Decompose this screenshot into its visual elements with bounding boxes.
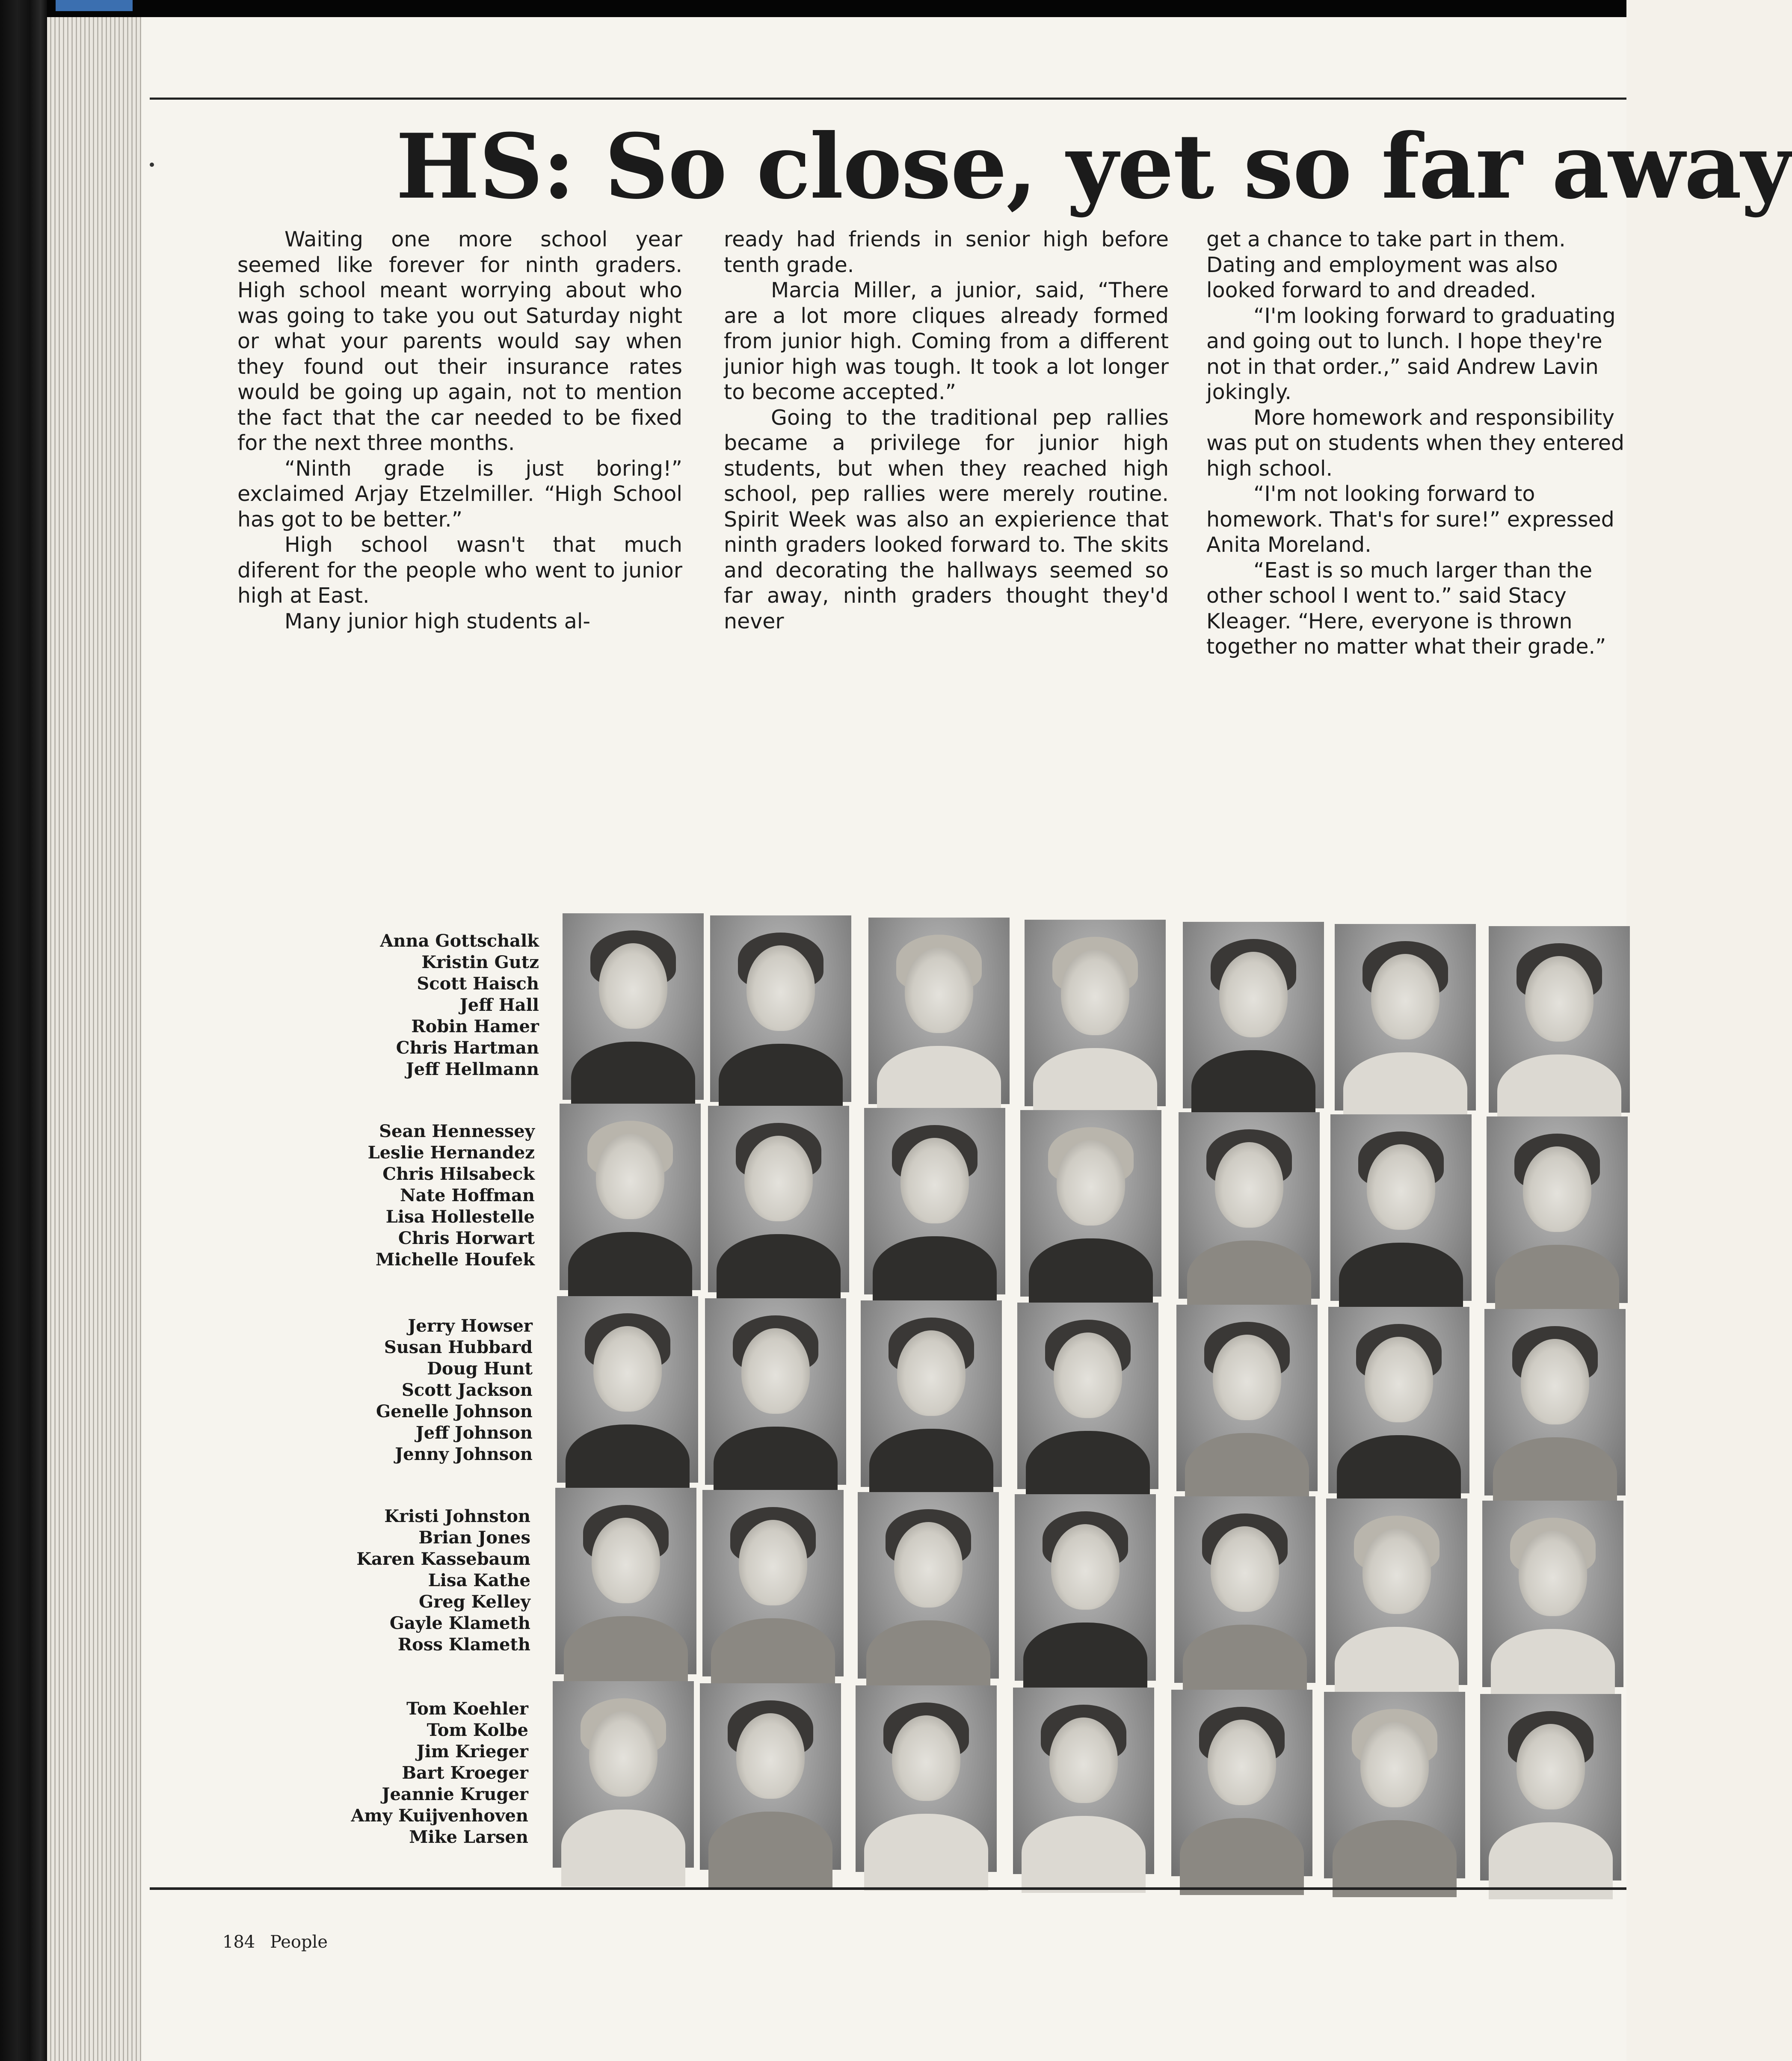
student-name: Jeannie Kruger	[382, 1784, 528, 1804]
portrait-photo	[1183, 922, 1324, 1108]
student-name: Amy Kuijvenhoven	[351, 1806, 528, 1826]
portrait-photo	[705, 1298, 846, 1485]
portrait-photo	[1328, 1307, 1469, 1493]
student-name: Chris Hilsabeck	[382, 1164, 535, 1184]
student-name: Tom Koehler	[406, 1699, 528, 1719]
portrait-photo	[1174, 1496, 1315, 1683]
student-name: Jeff Hall	[459, 995, 539, 1015]
student-name: Karen Kassebaum	[356, 1549, 530, 1569]
name-list-row-3	[199, 1315, 533, 1465]
portrait-photo	[1480, 1694, 1621, 1880]
portrait-photo	[702, 1490, 844, 1676]
student-name: Mike Larsen	[409, 1827, 528, 1847]
paragraph: Going to the traditional pep rallies became a privilege for junior high students, but when they reached high school, pep rallies were merely routine. Spirit Week was also an expierience that ninth graders looked forward to. The skits and decorating the hallways seemed so far away, ninth graders thought they'd never	[724, 405, 1169, 634]
portrait-photo	[553, 1681, 694, 1868]
student-name: Chris Horwart	[398, 1228, 535, 1248]
portrait-photo	[560, 1104, 701, 1290]
portrait-photo	[856, 1685, 997, 1872]
text-column-2	[724, 227, 1169, 706]
portrait-photo	[557, 1296, 698, 1483]
student-name: Susan Hubbard	[384, 1337, 533, 1357]
student-name: Jeff Johnson	[415, 1423, 533, 1443]
student-name: Lisa Kathe	[428, 1570, 530, 1590]
portrait-photo	[1326, 1498, 1467, 1685]
student-name: Michelle Houfek	[375, 1250, 535, 1270]
name-list-row-2	[201, 1121, 535, 1270]
student-name: Jeff Hellmann	[406, 1059, 539, 1079]
page-edges	[47, 17, 141, 2061]
portrait-photo	[1176, 1305, 1318, 1491]
top-edge	[47, 0, 1626, 17]
portrait-photo	[858, 1492, 999, 1679]
student-name: Sean Hennessey	[379, 1121, 535, 1141]
paragraph: ready had friends in senior high before tenth grade.	[724, 227, 1169, 277]
student-name: Jenny Johnson	[395, 1444, 533, 1464]
portrait-photo	[1335, 924, 1476, 1110]
portrait-photo	[1025, 920, 1166, 1106]
student-name: Scott Haisch	[417, 974, 539, 994]
name-list-row-1	[205, 930, 539, 1080]
student-name: Jerry Howser	[408, 1316, 533, 1336]
student-name: Kristi Johnston	[384, 1506, 530, 1526]
portrait-photo	[708, 1106, 849, 1292]
portrait-photo	[710, 915, 851, 1102]
student-name: Gayle Klameth	[389, 1613, 530, 1633]
header-rule	[150, 98, 1626, 100]
paragraph: Marcia Miller, a junior, said, “There are a lot more cliques already formed from junior high. Coming from a different junior high was tough. It took a lot longer to become accepted.”	[724, 278, 1169, 404]
student-name: Nate Hoffman	[400, 1185, 535, 1205]
student-name: Scott Jackson	[402, 1380, 533, 1400]
paragraph: More homework and responsibility was put on students when they entered high school.	[1206, 405, 1624, 481]
portrait-photo	[1324, 1692, 1465, 1878]
student-name: Ross Klameth	[397, 1635, 530, 1655]
page-tab-marker	[56, 0, 133, 11]
student-name: Robin Hamer	[411, 1016, 539, 1036]
portrait-photo	[700, 1683, 841, 1870]
page-title: HS: So close, yet so far away	[396, 115, 1792, 219]
portrait-photo	[1330, 1114, 1472, 1301]
page-mark	[150, 163, 154, 167]
portrait-photo	[864, 1108, 1005, 1294]
name-list-row-5	[195, 1698, 528, 1848]
portrait-photo	[1484, 1309, 1626, 1495]
paragraph: High school wasn't that much diferent for the people who went to junior high at East.	[237, 533, 682, 608]
student-name: Jim Krieger	[416, 1741, 528, 1762]
student-name: Kristin Gutz	[421, 952, 539, 972]
book-binding	[0, 0, 47, 2061]
student-name: Greg Kelley	[419, 1592, 530, 1612]
student-name: Brian Jones	[418, 1528, 530, 1548]
portrait-photo	[1489, 926, 1630, 1113]
student-name: Chris Hartman	[396, 1038, 539, 1058]
text-column-1	[237, 227, 682, 706]
portrait-photo	[868, 918, 1010, 1104]
portrait-photo	[1482, 1501, 1623, 1687]
page-footer	[222, 1931, 394, 1953]
portrait-photo	[1013, 1688, 1154, 1874]
paragraph: “Ninth grade is just boring!” exclaimed Arjay Etzelmiller. “High School has got to be better.”	[237, 456, 682, 532]
student-name: Leslie Hernandez	[367, 1143, 535, 1163]
text-column-3	[1206, 227, 1626, 706]
portrait-photo	[1020, 1110, 1161, 1297]
portrait-photo	[1017, 1303, 1158, 1489]
portrait-photo	[1487, 1116, 1628, 1303]
portrait-photo	[563, 913, 704, 1100]
name-list-row-4	[197, 1506, 530, 1655]
portrait-photo	[555, 1488, 696, 1674]
portrait-photo	[1171, 1690, 1312, 1876]
paragraph: Waiting one more school year seemed like forever for ninth graders. High school meant worrying about who was going to take you out Saturday night or what your parents would say when they found out their insurance rates would be going up again, not to mention the fact that the car needed to be fixed for the next three months.	[237, 227, 682, 455]
student-name: Bart Kroeger	[402, 1763, 528, 1783]
paragraph: get a chance to take part in them. Dating and employment was also looked forward to and dreaded.	[1206, 227, 1566, 302]
student-name: Tom Kolbe	[427, 1720, 528, 1740]
page-number: 184	[222, 1932, 255, 1952]
paragraph: “I'm not looking forward to homework. That's for sure!” expressed Anita Moreland.	[1206, 482, 1614, 557]
student-name: Lisa Hollestelle	[385, 1207, 535, 1227]
student-name: Anna Gottschalk	[380, 931, 539, 951]
paragraph: “East is so much larger than the other school I went to.” said Stacy Kleager. “Here, everyone is thrown together no matter what their grade.”	[1206, 558, 1606, 659]
paragraph: Many junior high students al-	[284, 609, 591, 634]
student-name: Genelle Johnson	[376, 1401, 533, 1421]
student-name: Doug Hunt	[427, 1359, 533, 1379]
footer-rule	[150, 1887, 1626, 1890]
section-label: People	[270, 1932, 328, 1952]
paragraph: “I'm looking forward to graduating and going out to lunch. I hope they're not in that order.,” said Andrew Lavin jokingly.	[1206, 303, 1616, 404]
portrait-photo	[1179, 1112, 1320, 1299]
portrait-photo	[861, 1300, 1002, 1487]
portrait-photo	[1015, 1494, 1156, 1681]
